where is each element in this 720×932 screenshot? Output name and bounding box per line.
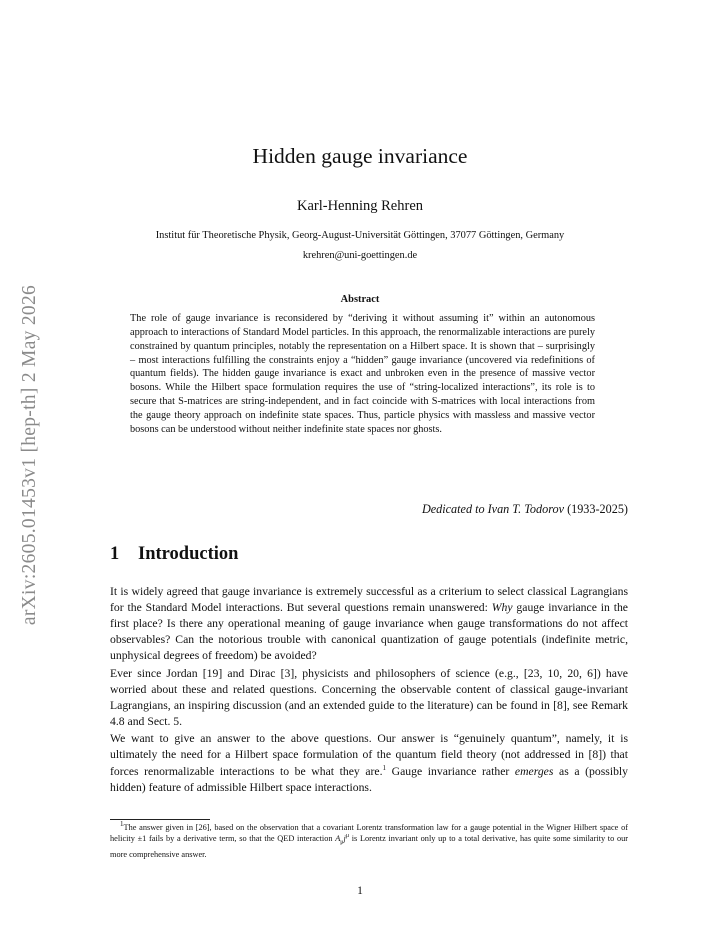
dedication [422,502,628,517]
footnote-marker: 1 [382,763,387,772]
footnote-text-a: The answer given in [26], based on the observation that a covariant Lorentz transformation law for a gauge potential in the Wigner Hilbert space of helicity [110,823,628,844]
paragraph-3-emphasis: emerges [514,764,554,778]
section-heading [110,544,238,565]
footnote-rule [110,819,210,820]
section-number: 1 [110,544,120,564]
footnote-math-a: A [335,834,341,844]
footnote-text-b: fails by a derivative term, so that the QED interaction [146,834,336,844]
dedication-years: (1933-2025) [567,502,628,516]
footnote-number: 1 [120,820,124,829]
section-title: Introduction [138,544,239,564]
arxiv-identifier: arXiv:2605.01453v1 [hep-th] 2 May 2026 [19,284,40,626]
author-affiliation: Institut für Theoretische Physik, Georg-August-Universität Göttingen, 37077 Göttingen, Germany [155,230,565,241]
footnote-helicity: ±1 [137,834,147,844]
footnote-math-sup: μ [345,833,350,840]
footnote-text-c: is Lorentz invariant only up to a total derivative, has quite some similarity to our more comprehensive answer. [110,834,629,859]
author-name: Karl-Henning Rehren [296,198,424,214]
dedication-name: Dedicated to Ivan T. Todorov [421,502,565,516]
footnote-math-sub: μ [340,839,344,846]
footnote [110,822,628,860]
abstract-text: The role of gauge invariance is reconsidered by “deriving it without assuming it” within an autonomous approach to interactions of Standard Model particles. In this approach, the renormalizable interactions are purely constrained by quantum principles, notably the representation on a Hilbert space. It is shown that – surprisingly – most interactions fulfilling the constraints enjoy a “hidden” gauge invariance (uncovered via redefinitions of quantum fields). The hidden gauge invariance is exact and unbroken even in the presence of massive vector bosons. While the Hilbert space formulation requires the use of “string-localized interactions”, its role is to secure that S-matrices are string-independent, and in fact coincide with S-matrices with local interactions from the gauge theory approach on indefinite state spaces. Thus, particle physics with massless and massive vector bosons can be understood without neither indefinite state spaces nor ghosts. [130,313,595,435]
paragraph-2: Ever since Jordan [19] and Dirac [3], physicists and philosophers of science (e.g., [23, 10, 20, 6]) have worried about these and related questions. Concerning the observable content of classical gauge-invariant Lagrangians, an inspiring discussion (and an extended guide to the literature) can be found in [8], see Remark 4.8 and Sect. 5. [110,666,628,728]
paragraph-1-emphasis: Why [491,601,513,615]
paragraph-1-text-b: gauge invariance in the first place? Is there any operational meaning of gauge invariance when gauge transformations do not affect observables? Can the notorious trouble with canonical quantization of gauge potentials (indefinite metric, unphysical degrees of freedom) be avoided? [110,601,628,663]
abstract-heading: Abstract [340,294,380,305]
footnote-math-j: j [343,834,346,844]
paragraph-3 [110,731,628,795]
page-number: 1 [357,885,363,897]
paper-title: Hidden gauge invariance [252,144,468,168]
paragraph-1-text-a: It is widely agreed that gauge invariance is extremely successful as a criterium to select classical Lagrangians for the Standard Model interactions. But several questions remain unanswered: [110,585,628,615]
paragraph-3-text-b: Gauge invariance rather [386,764,515,778]
author-email: krehren@uni-goettingen.de [302,250,418,261]
paragraph-3-text-a: We want to give an answer to the above questions. Our answer is “genuinely quantum”, namely, it is ultimately the need for a Hilbert space formulation of the quantum field theory (not addressed in [8]) that forces renormalizable interactions to be what they are. [110,732,628,778]
paragraph-1 [110,584,628,664]
paragraph-3-text-c: as a (possibly hidden) feature of admissible Hilbert space interactions. [110,764,629,794]
section-body [110,584,628,797]
arxiv-sidebar-stamp [12,260,48,650]
